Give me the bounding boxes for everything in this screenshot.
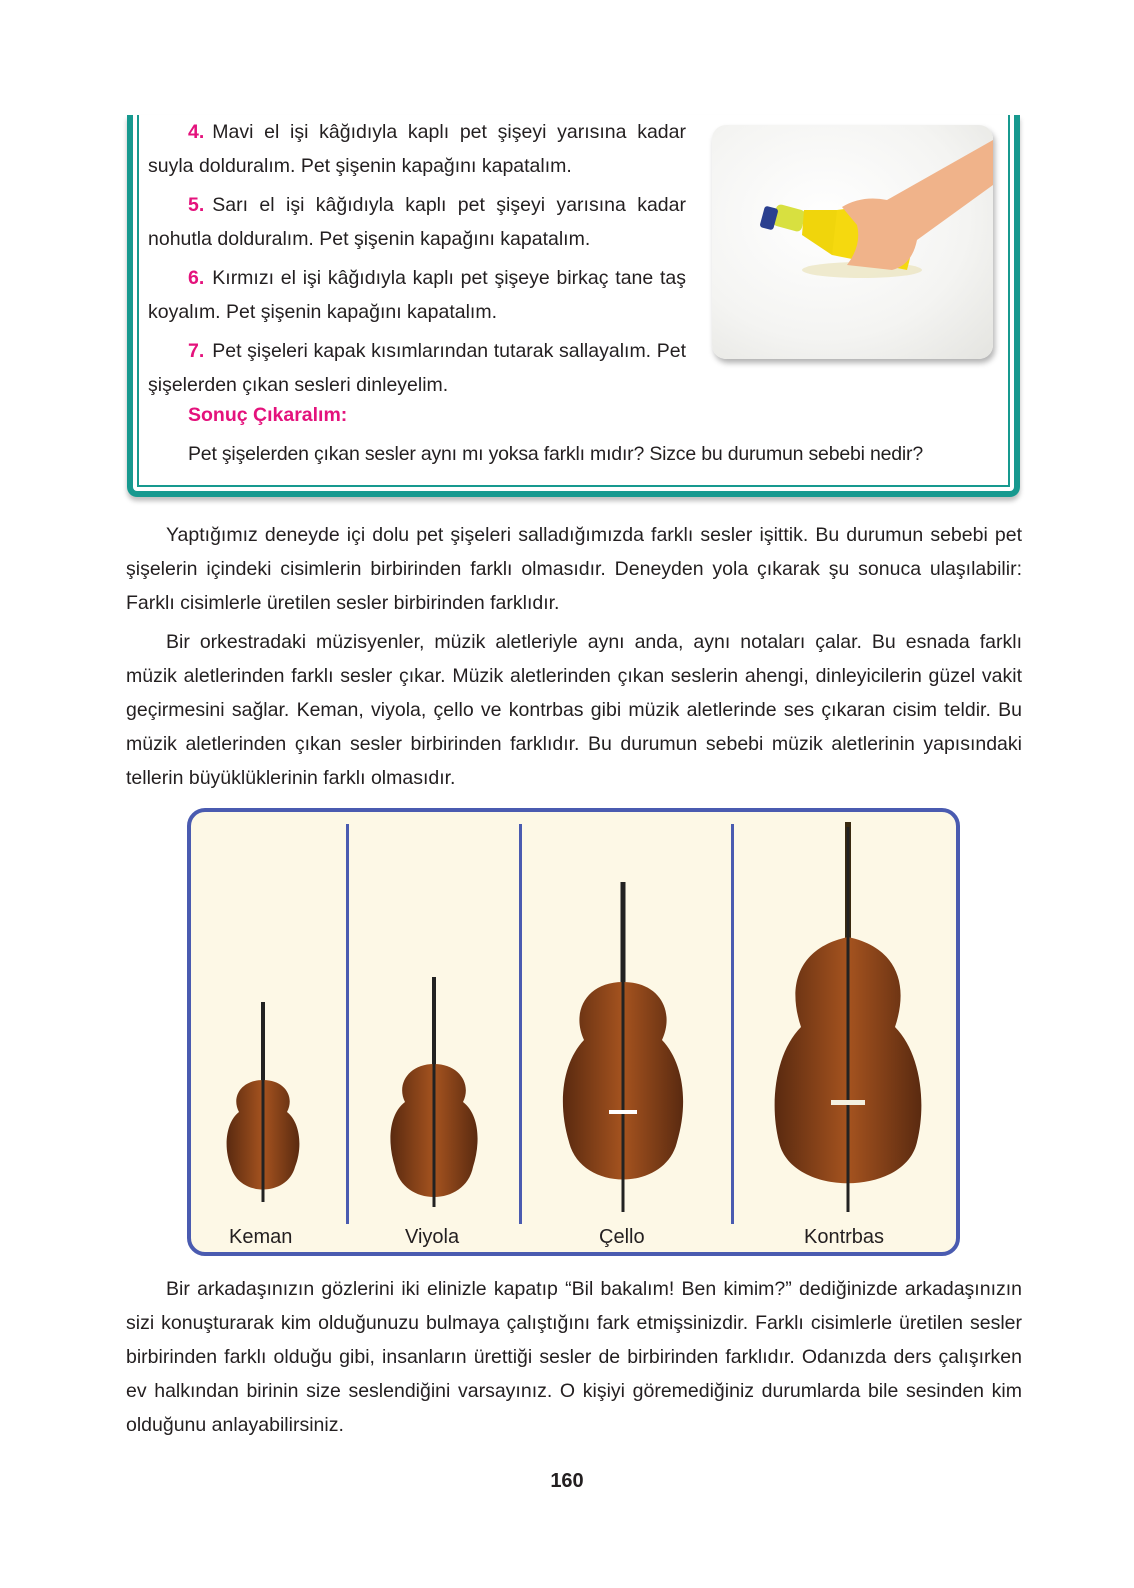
- label-viyola: Viyola: [405, 1226, 460, 1248]
- result-question: Pet şişelerden çıkan sesler aynı mı yoksa farklı mıdır? Sizce bu durumun sebebi nedir?: [188, 443, 923, 465]
- instruments-figure: [187, 808, 960, 1256]
- instruments-illustration: [191, 812, 960, 1256]
- page-number: 160: [550, 1470, 584, 1492]
- bottle-shaking-photo: [712, 125, 993, 359]
- paragraph: Yaptığımız deneyde içi dolu pet şişeleri salladığımızda farklı sesler işittik. Bu durumun sebebi pet şişelerin içindeki cisimlerin birbirinden farklı olmasıdır. Deneyden yola çıkarak şu sonuca ulaşılabilir: Farklı cisimlerle üretilen sesler birbirinden farklıdır.: [126, 524, 1022, 614]
- label-keman: Keman: [229, 1226, 293, 1248]
- step-4: 4. Mavi el işi kâğıdıyla kaplı pet şişeyi yarısına kadar suyla dolduralım. Pet şişenin kapağını kapatalım.: [148, 121, 686, 177]
- body-text-top: [126, 518, 1022, 800]
- violin-image: [227, 1002, 300, 1202]
- label-kontrbas: Kontrbas: [804, 1226, 885, 1248]
- step-5: 5. Sarı el işi kâğıdıyla kaplı pet şişeyi yarısına kadar nohutla dolduralım. Pet şişenin kapağını kapatalım.: [148, 194, 686, 250]
- cello-image: [563, 882, 683, 1212]
- viola-image: [390, 977, 477, 1207]
- result-heading: Sonuç Çıkaralım:: [188, 404, 348, 426]
- double-bass-image: [775, 822, 922, 1212]
- paragraph: Bir orkestradaki müzisyenler, müzik aletleriyle aynı anda, aynı notaları çalar. Bu esnada farklı müzik aletlerinden farklı sesler çıkar. Müzik aletlerinden çıkan seslerin ahengi, dinleyicilerin güzel vakit geçirmesini sağlar. Keman, viyola, çello ve kontrbas gibi müzik aletlerinde ses çıkaran cisim teldir. Bu müzik aletlerinden çıkan sesler birbirinden farklıdır. Bu durumun sebebi müzik aletlerinin yapısındaki tellerin büyüklüklerinin farklı olmasıdır.: [126, 631, 1022, 789]
- activity-steps: [148, 115, 686, 407]
- step-7: 7. Pet şişeleri kapak kısımlarından tutarak sallayalım. Pet şişelerden çıkan sesleri dinleyelim.: [148, 340, 686, 396]
- body-text-bottom: [126, 1272, 1022, 1447]
- paragraph: Bir arkadaşınızın gözlerini iki elinizle kapatıp “Bil bakalım! Ben kimim?” dediğinizde arkadaşınızın sizi konuşturarak kim olduğunuzu bulmaya çalıştığını fark etmişsinizdir. Farklı cisimlerle üretilen sesler birbirinden farklı olduğu gibi, insanların ürettiği sesler de birbirinden farklıdır. Odanızda ders çalışırken ev halkından birinin size seslendiğini varsayınız. O kişiyi göremediğiniz durumlarda bile sesinden kim olduğunu anlayabilirsiniz.: [126, 1278, 1022, 1436]
- step-6: 6. Kırmızı el işi kâğıdıyla kaplı pet şişeye birkaç tane taş koyalım. Pet şişenin kapağını kapatalım.: [148, 267, 686, 323]
- label-cello: Çello: [599, 1226, 645, 1248]
